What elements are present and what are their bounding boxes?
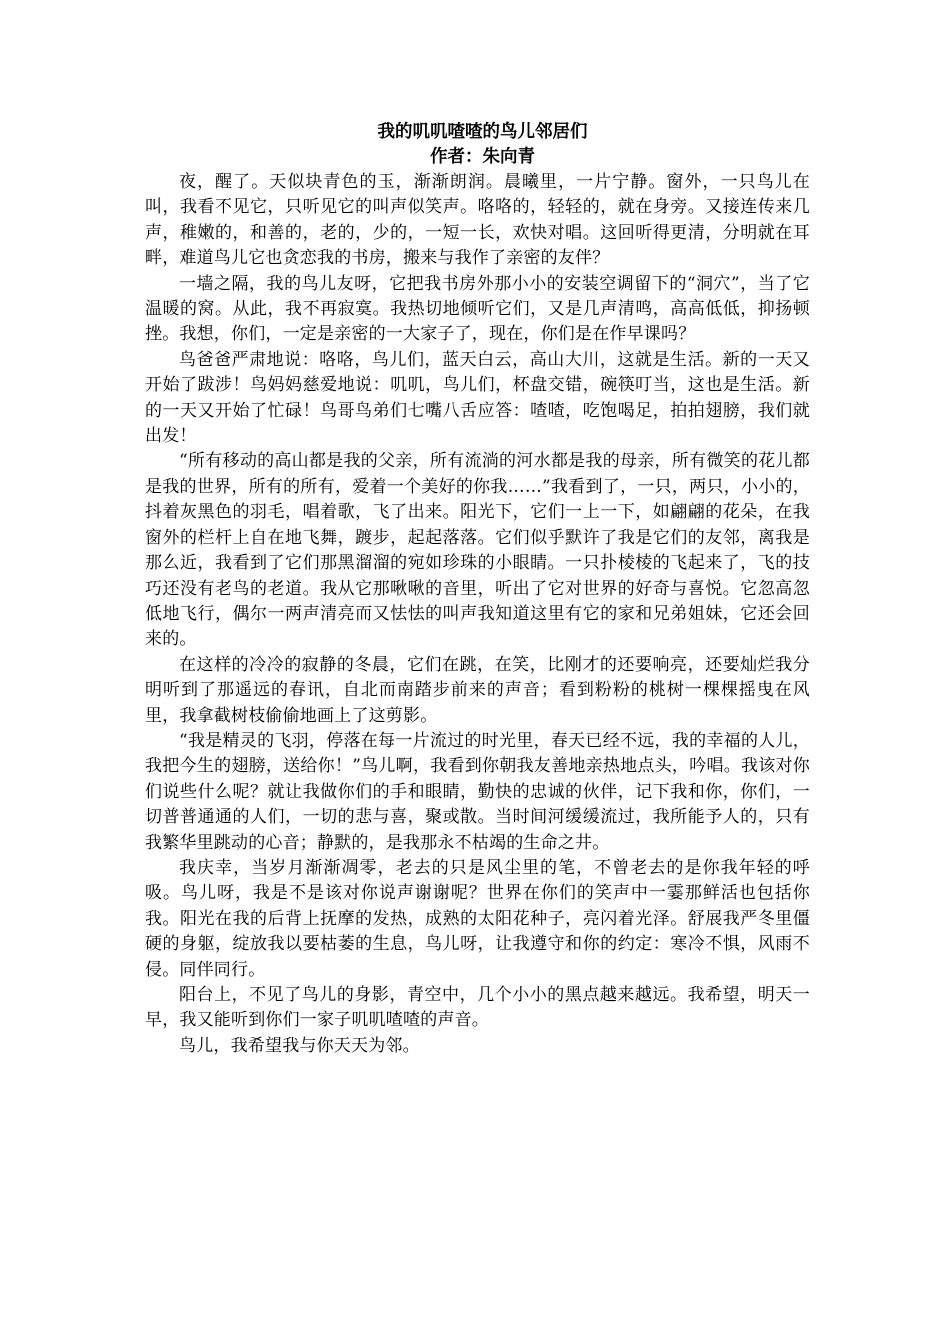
paragraph-7: 我庆幸，当岁月渐渐凋零，老去的只是风尘里的笔，不曾老去的是你我年轻的呼吸。鸟儿呀，我是不是该对你说声谢谢呢？世界在你们的笑声中一霎那鲜活也包括你我。阳光在我的后背上抚摩的发热，成熟的太阳花种子，亮闪着光泽。舒展我严冬里僵硬的身躯，绽放我以要枯萎的生息，鸟儿呀，让我遵守和你的约定：寒冷不惧，风雨不侵。同伴同行。 [145,857,810,980]
document-author: 作者：朱向青 [430,147,535,167]
paragraph-1: 夜，醒了。天似块青色的玉，渐渐朗润。晨曦里，一片宁静。窗外，一只鸟儿在叫，我看不见它，只听见它的叫声似笑声。咯咯的，轻轻的，就在身旁。又接连传来几声，稚嫩的，和善的，老的，少的，一短一长，欢快对唱。这回听得更清，分明就在耳畔，难道鸟儿它也贪恋我的书房，搬来与我作了亲密的友伴？ [145,172,810,269]
paragraph-6: “我是精灵的飞羽，停落在每一片流过的时光里，春天已经不远，我的幸福的人儿，我把今生的翅膀，送给你！”鸟儿啊，我看到你朝我友善地亲热地点头，吟唱。我该对你们说些什么呢？就让我做你们的手和眼睛，勤快的忠诚的伙伴，记下我和你，你们，一切普普通通的人们，一切的悲与喜，聚或散。当时间河缓缓流过，我所能予人的，只有我繁华里跳动的心音；静默的，是我那永不枯竭的生命之井。 [145,730,810,853]
paragraph-3: 鸟爸爸严肃地说：咯咯，鸟儿们，蓝天白云，高山大川，这就是生活。新的一天又开始了跋涉！鸟妈妈慈爱地说：叽叽，鸟儿们，杯盘交错，碗筷叮当，这也是生活。新的一天又开始了忙碌！鸟哥鸟弟们七嘴八舌应答：喳喳，吃饱喝足，拍拍翅膀，我们就出发！ [145,349,810,447]
document-title: 我的叽叽喳喳的鸟儿邻居们 [377,122,588,142]
paragraph-2: 一墙之隔，我的鸟儿友呀，它把我书房外那小小的安装空调留下的“洞穴”，当了它温暖的窝。从此，我不再寂寞。我热切地倾听它们，又是几声清鸣，高高低低，抑扬顿挫。我想，你们，一定是亲密的一大家子了，现在，你们是在作早课吗？ [145,273,810,345]
paragraph-8: 阳台上，不见了鸟儿的身影，青空中，几个小小的黑点越来越远。我希望，明天一早，我又能听到你们一家子叽叽喳喳的声音。 [145,985,810,1031]
paragraph-4: “所有移动的高山都是我的父亲，所有流淌的河水都是我的母亲，所有微笑的花儿都是我的世界，所有的所有，爱着一个美好的你我……”我看到了，一只，两只，小小的，抖着灰黑色的羽毛，唱着歌，飞了出来。阳光下，它们一上一下，如翩翩的花朵，在我窗外的栏杆上自在地飞舞，踱步，起起落落。它们似乎默许了我是它们的友邻，离我是那么近，我看到了它们那黑溜溜的宛如珍珠的小眼睛。一只扑棱棱的飞起来了，飞的技巧还没有老鸟的老道。我从它那啾啾的音里，听出了它对世界的好奇与喜悦。它忽高忽低地飞行，偶尔一两声清亮而又怯怯的叫声我知道这里有它的家和兄弟姐妹，它还会回来的。 [145,451,810,650]
paragraph-9: 鸟儿，我希望我与你天天为邻。 [179,1035,420,1056]
document-body [145,170,810,1059]
document-content [145,120,810,1059]
paragraph-5: 在这样的冷冷的寂静的冬晨，它们在跳，在笑，比刚才的还要响亮，还要灿烂我分明听到了那遥远的春讯，自北而南踏步前来的声音；看到粉粉的桃树一棵棵摇曳在风里，我拿截树枝偷偷地画上了这剪影。 [145,654,810,726]
